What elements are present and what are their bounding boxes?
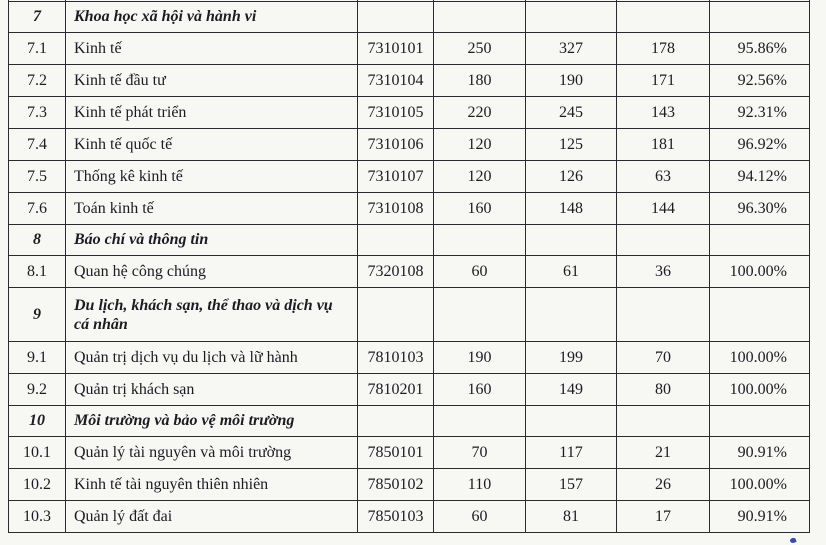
table-cell [617,288,710,342]
section-title-cell: Báo chí và thông tin [66,225,358,256]
value-cell-a: 110 [434,469,526,501]
value-cell-a: 220 [434,97,526,129]
value-cell-a: 60 [434,501,526,533]
table-row [9,437,810,469]
section-title-cell: Khoa học xã hội và hành vi [66,2,358,33]
value-cell-a: 120 [434,129,526,161]
program-name-cell: Quản lý đất đai [66,501,358,533]
program-name-cell: Quan hệ công chúng [66,256,358,288]
program-name-cell: Quản trị dịch vụ du lịch và lữ hành [66,342,358,374]
table-row [9,256,810,288]
table-cell [617,2,710,33]
program-code-cell: 7810201 [358,374,434,406]
value-cell-b: 149 [526,374,617,406]
table-cell [526,2,617,33]
table-cell [710,2,810,33]
value-cell-c: 26 [617,469,710,501]
section-number-cell: 8 [9,225,66,256]
value-cell-b: 61 [526,256,617,288]
program-name-cell: Quản lý tài nguyên và môi trường [66,437,358,469]
value-cell-a: 120 [434,161,526,193]
value-cell-a: 250 [434,33,526,65]
row-number-cell: 9.2 [9,374,66,406]
program-code-cell: 7850102 [358,469,434,501]
program-name-cell: Thống kê kinh tế [66,161,358,193]
value-cell-c: 181 [617,129,710,161]
program-code-cell: 7310107 [358,161,434,193]
table-cell [617,406,710,437]
program-code-cell: 7850103 [358,501,434,533]
table-cell [526,406,617,437]
table-row-category [9,225,810,256]
percentage-cell: 90.91% [710,437,810,469]
percentage-cell: 95.86% [710,33,810,65]
section-number-cell: 9 [9,288,66,342]
table-cell [434,406,526,437]
table-row [9,65,810,97]
row-number-cell: 7.1 [9,33,66,65]
row-number-cell: 9.1 [9,342,66,374]
percentage-cell: 100.00% [710,342,810,374]
table-cell [358,406,434,437]
row-number-cell: 7.6 [9,193,66,225]
percentage-cell: 100.00% [710,256,810,288]
section-title-cell: Du lịch, khách sạn, thể thao và dịch vụ cá nhân [66,288,358,342]
value-cell-a: 160 [434,374,526,406]
value-cell-c: 171 [617,65,710,97]
value-cell-a: 60 [434,256,526,288]
value-cell-b: 126 [526,161,617,193]
ink-mark [789,537,796,544]
program-name-cell: Kinh tế phát triển [66,97,358,129]
row-number-cell: 10.2 [9,469,66,501]
section-number-cell: 7 [9,2,66,33]
table-cell [434,2,526,33]
value-cell-c: 178 [617,33,710,65]
value-cell-b: 81 [526,501,617,533]
table-body [9,0,810,533]
program-name-cell: Kinh tế [66,33,358,65]
table-row [9,342,810,374]
table-row [9,469,810,501]
row-number-cell: 10.1 [9,437,66,469]
value-cell-a: 190 [434,342,526,374]
value-cell-b: 117 [526,437,617,469]
program-code-cell: 7320108 [358,256,434,288]
row-number-cell: 8.1 [9,256,66,288]
row-number-cell: 7.3 [9,97,66,129]
percentage-cell: 100.00% [710,469,810,501]
program-code-cell: 7310106 [358,129,434,161]
value-cell-c: 21 [617,437,710,469]
value-cell-c: 143 [617,97,710,129]
table-cell [710,225,810,256]
program-name-cell: Toán kinh tế [66,193,358,225]
section-title-cell: Môi trường và bảo vệ môi trường [66,406,358,437]
value-cell-b: 157 [526,469,617,501]
program-name-cell: Kinh tế đầu tư [66,65,358,97]
value-cell-a: 180 [434,65,526,97]
table-cell [358,288,434,342]
value-cell-c: 70 [617,342,710,374]
table-row [9,97,810,129]
table-cell [710,288,810,342]
table-cell [434,288,526,342]
row-number-cell: 7.4 [9,129,66,161]
program-name-cell: Kinh tế tài nguyên thiên nhiên [66,469,358,501]
table-cell [526,288,617,342]
table-row-category [9,288,810,342]
table-cell [358,2,434,33]
program-name-cell: Kinh tế quốc tế [66,129,358,161]
table-row [9,161,810,193]
percentage-cell: 96.30% [710,193,810,225]
value-cell-b: 148 [526,193,617,225]
percentage-cell: 100.00% [710,374,810,406]
value-cell-b: 125 [526,129,617,161]
percentage-cell: 94.12% [710,161,810,193]
section-number-cell: 10 [9,406,66,437]
value-cell-b: 245 [526,97,617,129]
percentage-cell: 92.56% [710,65,810,97]
program-code-cell: 7850101 [358,437,434,469]
value-cell-b: 327 [526,33,617,65]
table-cell [358,225,434,256]
table-row [9,374,810,406]
value-cell-b: 199 [526,342,617,374]
program-code-cell: 7310104 [358,65,434,97]
row-number-cell: 7.5 [9,161,66,193]
program-code-cell: 7310108 [358,193,434,225]
enrollment-table [8,0,810,533]
value-cell-a: 70 [434,437,526,469]
table-row-category [9,2,810,33]
row-number-cell: 7.2 [9,65,66,97]
value-cell-b: 190 [526,65,617,97]
table-row [9,129,810,161]
value-cell-a: 160 [434,193,526,225]
table-row [9,501,810,533]
value-cell-c: 80 [617,374,710,406]
table-row [9,33,810,65]
table-cell [526,225,617,256]
table-row [9,193,810,225]
percentage-cell: 90.91% [710,501,810,533]
program-code-cell: 7310105 [358,97,434,129]
table-cell [434,225,526,256]
row-number-cell: 10.3 [9,501,66,533]
percentage-cell: 92.31% [710,97,810,129]
program-code-cell: 7810103 [358,342,434,374]
table-cell [617,225,710,256]
table-row-category [9,406,810,437]
percentage-cell: 96.92% [710,129,810,161]
program-name-cell: Quản trị khách sạn [66,374,358,406]
value-cell-c: 63 [617,161,710,193]
table-cell [710,406,810,437]
value-cell-c: 36 [617,256,710,288]
value-cell-c: 17 [617,501,710,533]
program-code-cell: 7310101 [358,33,434,65]
value-cell-c: 144 [617,193,710,225]
